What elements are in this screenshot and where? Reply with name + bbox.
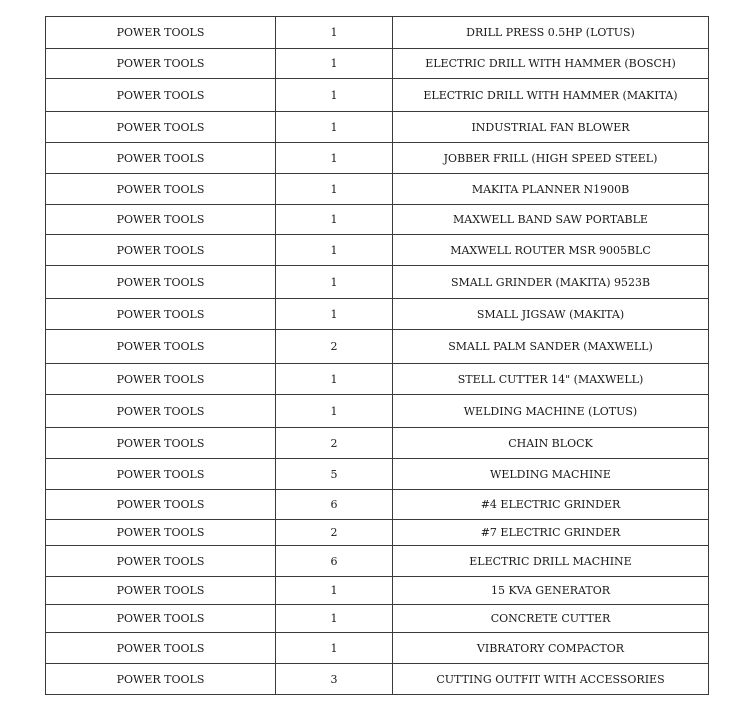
category-cell: POWER TOOLS: [46, 330, 276, 364]
table-row: [46, 490, 709, 520]
table-row: [46, 520, 709, 546]
quantity-cell: 1: [276, 364, 393, 395]
table-row: [46, 546, 709, 577]
table-row: [46, 633, 709, 664]
table-row: [46, 79, 709, 112]
category-cell: POWER TOOLS: [46, 205, 276, 235]
table-row: [46, 235, 709, 266]
quantity-cell: 1: [276, 143, 393, 174]
category-cell: POWER TOOLS: [46, 266, 276, 299]
category-cell: POWER TOOLS: [46, 459, 276, 490]
table-row: [46, 577, 709, 605]
category-cell: POWER TOOLS: [46, 633, 276, 664]
quantity-cell: 6: [276, 546, 393, 577]
table-row: [46, 112, 709, 143]
category-cell: POWER TOOLS: [46, 17, 276, 49]
description-cell: STELL CUTTER 14" (MAXWELL): [393, 364, 709, 395]
inventory-table-body: [46, 17, 709, 695]
description-cell: MAXWELL ROUTER MSR 9005BLC: [393, 235, 709, 266]
description-cell: MAKITA PLANNER N1900B: [393, 174, 709, 205]
category-cell: POWER TOOLS: [46, 490, 276, 520]
description-cell: SMALL GRINDER (MAKITA) 9523B: [393, 266, 709, 299]
category-cell: POWER TOOLS: [46, 428, 276, 459]
quantity-cell: 5: [276, 459, 393, 490]
table-row: [46, 205, 709, 235]
quantity-cell: 1: [276, 605, 393, 633]
category-cell: POWER TOOLS: [46, 79, 276, 112]
table-row: [46, 299, 709, 330]
category-cell: POWER TOOLS: [46, 49, 276, 79]
quantity-cell: 1: [276, 174, 393, 205]
description-cell: #7 ELECTRIC GRINDER: [393, 520, 709, 546]
quantity-cell: 1: [276, 49, 393, 79]
inventory-sheet: [45, 16, 708, 695]
quantity-cell: 3: [276, 664, 393, 695]
description-cell: ELECTRIC DRILL WITH HAMMER (BOSCH): [393, 49, 709, 79]
category-cell: POWER TOOLS: [46, 605, 276, 633]
category-cell: POWER TOOLS: [46, 235, 276, 266]
description-cell: VIBRATORY COMPACTOR: [393, 633, 709, 664]
table-row: [46, 330, 709, 364]
description-cell: CHAIN BLOCK: [393, 428, 709, 459]
inventory-table: [45, 16, 709, 695]
description-cell: WELDING MACHINE: [393, 459, 709, 490]
description-cell: WELDING MACHINE (LOTUS): [393, 395, 709, 428]
description-cell: ELECTRIC DRILL WITH HAMMER (MAKITA): [393, 79, 709, 112]
category-cell: POWER TOOLS: [46, 364, 276, 395]
description-cell: ELECTRIC DRILL MACHINE: [393, 546, 709, 577]
description-cell: SMALL PALM SANDER (MAXWELL): [393, 330, 709, 364]
table-row: [46, 364, 709, 395]
quantity-cell: 1: [276, 633, 393, 664]
quantity-cell: 1: [276, 205, 393, 235]
quantity-cell: 2: [276, 520, 393, 546]
category-cell: POWER TOOLS: [46, 664, 276, 695]
category-cell: POWER TOOLS: [46, 143, 276, 174]
description-cell: CUTTING OUTFIT WITH ACCESSORIES: [393, 664, 709, 695]
quantity-cell: 1: [276, 79, 393, 112]
table-row: [46, 459, 709, 490]
table-row: [46, 17, 709, 49]
table-row: [46, 428, 709, 459]
quantity-cell: 1: [276, 17, 393, 49]
table-row: [46, 266, 709, 299]
quantity-cell: 1: [276, 112, 393, 143]
table-row: [46, 395, 709, 428]
description-cell: #4 ELECTRIC GRINDER: [393, 490, 709, 520]
quantity-cell: 1: [276, 299, 393, 330]
description-cell: INDUSTRIAL FAN BLOWER: [393, 112, 709, 143]
description-cell: JOBBER FRILL (HIGH SPEED STEEL): [393, 143, 709, 174]
category-cell: POWER TOOLS: [46, 112, 276, 143]
category-cell: POWER TOOLS: [46, 174, 276, 205]
table-row: [46, 49, 709, 79]
description-cell: SMALL JIGSAW (MAKITA): [393, 299, 709, 330]
category-cell: POWER TOOLS: [46, 520, 276, 546]
quantity-cell: 2: [276, 428, 393, 459]
category-cell: POWER TOOLS: [46, 577, 276, 605]
quantity-cell: 6: [276, 490, 393, 520]
table-row: [46, 143, 709, 174]
quantity-cell: 1: [276, 266, 393, 299]
description-cell: 15 KVA GENERATOR: [393, 577, 709, 605]
description-cell: CONCRETE CUTTER: [393, 605, 709, 633]
table-row: [46, 174, 709, 205]
category-cell: POWER TOOLS: [46, 395, 276, 428]
quantity-cell: 1: [276, 577, 393, 605]
category-cell: POWER TOOLS: [46, 546, 276, 577]
description-cell: MAXWELL BAND SAW PORTABLE: [393, 205, 709, 235]
description-cell: DRILL PRESS 0.5HP (LOTUS): [393, 17, 709, 49]
quantity-cell: 1: [276, 235, 393, 266]
quantity-cell: 1: [276, 395, 393, 428]
table-row: [46, 664, 709, 695]
table-row: [46, 605, 709, 633]
quantity-cell: 2: [276, 330, 393, 364]
category-cell: POWER TOOLS: [46, 299, 276, 330]
